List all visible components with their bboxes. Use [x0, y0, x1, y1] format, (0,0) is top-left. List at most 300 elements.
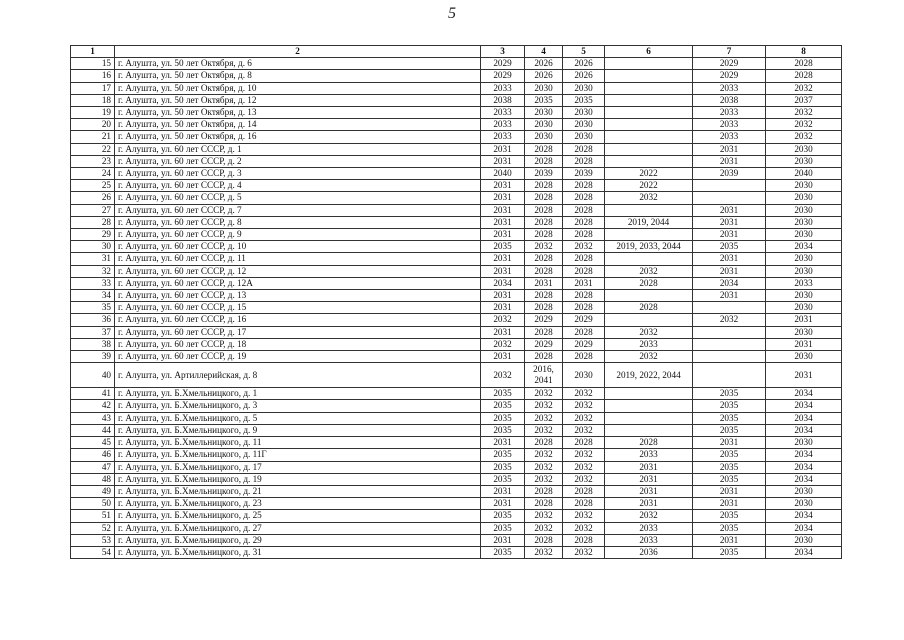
- col7-cell: [693, 363, 766, 388]
- col8-cell: 2034: [766, 400, 842, 412]
- header-cell: 5: [563, 46, 605, 58]
- table-row: [71, 204, 842, 216]
- col7-cell: 2035: [693, 473, 766, 485]
- col7-cell: 2031: [693, 534, 766, 546]
- col7-cell: 2039: [693, 168, 766, 180]
- col6-cell: 2033: [605, 338, 693, 350]
- header-cell: 6: [605, 46, 693, 58]
- table-row: [71, 155, 842, 167]
- col4-cell: 2029: [525, 314, 563, 326]
- address-cell: г. Алушта, ул. 60 лет СССР, д. 11: [115, 253, 481, 265]
- col4-cell: 2032: [525, 546, 563, 558]
- row-number-cell: 27: [71, 204, 115, 216]
- col6-cell: [605, 143, 693, 155]
- col5-cell: 2028: [563, 180, 605, 192]
- col5-cell: 2030: [563, 119, 605, 131]
- col8-cell: 2030: [766, 351, 842, 363]
- col3-cell: 2035: [481, 412, 525, 424]
- col7-cell: 2029: [693, 58, 766, 70]
- col3-cell: 2035: [481, 241, 525, 253]
- row-number-cell: 28: [71, 216, 115, 228]
- col3-cell: 2031: [481, 253, 525, 265]
- col7-cell: 2033: [693, 82, 766, 94]
- row-number-cell: 34: [71, 290, 115, 302]
- col5-cell: 2028: [563, 290, 605, 302]
- col8-cell: 2032: [766, 107, 842, 119]
- row-number-cell: 48: [71, 473, 115, 485]
- row-number-cell: 31: [71, 253, 115, 265]
- header-cell: 1: [71, 46, 115, 58]
- col6-cell: [605, 155, 693, 167]
- row-number-cell: 42: [71, 400, 115, 412]
- col5-cell: 2028: [563, 265, 605, 277]
- address-cell: г. Алушта, ул. Б.Хмельницкого, д. 5: [115, 412, 481, 424]
- address-cell: г. Алушта, ул. Б.Хмельницкого, д. 27: [115, 522, 481, 534]
- col6-cell: 2032: [605, 510, 693, 522]
- col7-cell: 2029: [693, 70, 766, 82]
- col3-cell: 2033: [481, 119, 525, 131]
- col5-cell: 2029: [563, 338, 605, 350]
- col5-cell: 2032: [563, 400, 605, 412]
- col8-cell: 2030: [766, 534, 842, 546]
- col4-cell: 2032: [525, 400, 563, 412]
- col6-cell: [605, 388, 693, 400]
- col3-cell: 2031: [481, 229, 525, 241]
- table-row: [71, 82, 842, 94]
- col8-cell: 2032: [766, 119, 842, 131]
- col4-cell: 2030: [525, 131, 563, 143]
- col3-cell: 2029: [481, 70, 525, 82]
- table-row: [71, 58, 842, 70]
- col5-cell: 2032: [563, 449, 605, 461]
- table-row: [71, 424, 842, 436]
- row-number-cell: 26: [71, 192, 115, 204]
- col7-cell: 2035: [693, 461, 766, 473]
- col3-cell: 2031: [481, 204, 525, 216]
- col8-cell: 2030: [766, 437, 842, 449]
- row-number-cell: 39: [71, 351, 115, 363]
- col6-cell: [605, 400, 693, 412]
- col8-cell: 2032: [766, 131, 842, 143]
- col8-cell: 2034: [766, 424, 842, 436]
- row-number-cell: 54: [71, 546, 115, 558]
- col7-cell: 2032: [693, 314, 766, 326]
- col8-cell: 2034: [766, 546, 842, 558]
- col8-cell: 2030: [766, 180, 842, 192]
- col3-cell: 2031: [481, 437, 525, 449]
- col3-cell: 2031: [481, 534, 525, 546]
- col3-cell: 2031: [481, 192, 525, 204]
- col3-cell: 2031: [481, 498, 525, 510]
- col4-cell: 2028: [525, 351, 563, 363]
- col8-cell: 2030: [766, 192, 842, 204]
- header-cell: 2: [115, 46, 481, 58]
- row-number-cell: 17: [71, 82, 115, 94]
- col5-cell: 2030: [563, 82, 605, 94]
- col4-cell: 2039: [525, 168, 563, 180]
- col7-cell: 2033: [693, 107, 766, 119]
- col4-cell: 2032: [525, 449, 563, 461]
- col7-cell: 2031: [693, 485, 766, 497]
- col5-cell: 2028: [563, 143, 605, 155]
- col6-cell: 2031: [605, 485, 693, 497]
- header-cell: 8: [766, 46, 842, 58]
- table-row: [71, 277, 842, 289]
- col3-cell: 2031: [481, 143, 525, 155]
- col7-cell: 2031: [693, 437, 766, 449]
- col6-cell: 2032: [605, 265, 693, 277]
- col4-cell: 2029: [525, 338, 563, 350]
- table-row: [71, 498, 842, 510]
- col3-cell: 2040: [481, 168, 525, 180]
- col7-cell: [693, 192, 766, 204]
- col4-cell: 2028: [525, 192, 563, 204]
- table-row: [71, 107, 842, 119]
- col3-cell: 2032: [481, 314, 525, 326]
- table-row: [71, 485, 842, 497]
- col8-cell: 2030: [766, 302, 842, 314]
- col4-cell: 2028: [525, 229, 563, 241]
- address-cell: г. Алушта, ул. Артиллерийская, д. 8: [115, 363, 481, 388]
- row-number-cell: 49: [71, 485, 115, 497]
- row-number-cell: 16: [71, 70, 115, 82]
- col8-cell: 2034: [766, 473, 842, 485]
- address-cell: г. Алушта, ул. 50 лет Октября, д. 14: [115, 119, 481, 131]
- address-cell: г. Алушта, ул. Б.Хмельницкого, д. 17: [115, 461, 481, 473]
- row-number-cell: 37: [71, 326, 115, 338]
- col4-cell: 2028: [525, 485, 563, 497]
- col3-cell: 2033: [481, 82, 525, 94]
- address-cell: г. Алушта, ул. 50 лет Октября, д. 16: [115, 131, 481, 143]
- col4-cell: 2028: [525, 290, 563, 302]
- table-row: [71, 461, 842, 473]
- col3-cell: 2031: [481, 155, 525, 167]
- row-number-cell: 52: [71, 522, 115, 534]
- col3-cell: 2035: [481, 510, 525, 522]
- col5-cell: 2028: [563, 253, 605, 265]
- col4-cell: 2031: [525, 277, 563, 289]
- col6-cell: 2028: [605, 437, 693, 449]
- row-number-cell: 47: [71, 461, 115, 473]
- col5-cell: 2030: [563, 363, 605, 388]
- schedule-table: [70, 45, 842, 559]
- col3-cell: 2031: [481, 180, 525, 192]
- col5-cell: 2028: [563, 204, 605, 216]
- col3-cell: 2031: [481, 351, 525, 363]
- col3-cell: 2035: [481, 546, 525, 558]
- row-number-cell: 53: [71, 534, 115, 546]
- col8-cell: 2033: [766, 277, 842, 289]
- col3-cell: 2038: [481, 94, 525, 106]
- address-cell: г. Алушта, ул. Б.Хмельницкого, д. 25: [115, 510, 481, 522]
- table-row: [71, 168, 842, 180]
- col5-cell: 2026: [563, 58, 605, 70]
- address-cell: г. Алушта, ул. 60 лет СССР, д. 4: [115, 180, 481, 192]
- col8-cell: 2030: [766, 326, 842, 338]
- col8-cell: 2031: [766, 363, 842, 388]
- address-cell: г. Алушта, ул. Б.Хмельницкого, д. 11: [115, 437, 481, 449]
- table-row: [71, 241, 842, 253]
- table-row: [71, 192, 842, 204]
- col7-cell: [693, 180, 766, 192]
- col5-cell: 2032: [563, 522, 605, 534]
- col5-cell: 2030: [563, 131, 605, 143]
- col4-cell: 2032: [525, 388, 563, 400]
- col6-cell: [605, 412, 693, 424]
- col6-cell: [605, 131, 693, 143]
- col6-cell: 2032: [605, 351, 693, 363]
- col3-cell: 2031: [481, 326, 525, 338]
- col7-cell: 2035: [693, 424, 766, 436]
- header-cell: 3: [481, 46, 525, 58]
- row-number-cell: 45: [71, 437, 115, 449]
- col8-cell: 2034: [766, 241, 842, 253]
- table-row: [71, 338, 842, 350]
- col3-cell: 2031: [481, 216, 525, 228]
- table-row: [71, 216, 842, 228]
- table-row: [71, 70, 842, 82]
- col7-cell: 2031: [693, 155, 766, 167]
- col6-cell: [605, 107, 693, 119]
- col8-cell: 2034: [766, 449, 842, 461]
- col8-cell: 2030: [766, 265, 842, 277]
- col5-cell: 2031: [563, 277, 605, 289]
- col5-cell: 2026: [563, 70, 605, 82]
- col7-cell: 2031: [693, 143, 766, 155]
- col4-cell: 2030: [525, 107, 563, 119]
- col6-cell: [605, 424, 693, 436]
- row-number-cell: 25: [71, 180, 115, 192]
- col3-cell: 2031: [481, 290, 525, 302]
- col6-cell: 2031: [605, 498, 693, 510]
- table-row: [71, 412, 842, 424]
- row-number-cell: 21: [71, 131, 115, 143]
- row-number-cell: 33: [71, 277, 115, 289]
- address-cell: г. Алушта, ул. 60 лет СССР, д. 5: [115, 192, 481, 204]
- col6-cell: 2033: [605, 449, 693, 461]
- table-row: [71, 400, 842, 412]
- col5-cell: 2032: [563, 388, 605, 400]
- col4-cell: 2016, 2041: [525, 363, 563, 388]
- table-row: [71, 546, 842, 558]
- table-row: [71, 253, 842, 265]
- col8-cell: 2028: [766, 58, 842, 70]
- col6-cell: [605, 82, 693, 94]
- col7-cell: [693, 338, 766, 350]
- col3-cell: 2035: [481, 449, 525, 461]
- address-cell: г. Алушта, ул. Б.Хмельницкого, д. 29: [115, 534, 481, 546]
- col5-cell: 2032: [563, 412, 605, 424]
- col8-cell: 2032: [766, 82, 842, 94]
- col5-cell: 2032: [563, 241, 605, 253]
- col6-cell: 2028: [605, 302, 693, 314]
- col6-cell: [605, 70, 693, 82]
- row-number-cell: 20: [71, 119, 115, 131]
- col5-cell: 2035: [563, 94, 605, 106]
- col6-cell: 2033: [605, 522, 693, 534]
- col4-cell: 2028: [525, 498, 563, 510]
- table-row: [71, 290, 842, 302]
- table-row: [71, 510, 842, 522]
- col3-cell: 2035: [481, 473, 525, 485]
- col6-cell: [605, 58, 693, 70]
- row-number-cell: 41: [71, 388, 115, 400]
- col8-cell: 2031: [766, 314, 842, 326]
- col7-cell: 2031: [693, 290, 766, 302]
- col8-cell: 2030: [766, 290, 842, 302]
- col5-cell: 2028: [563, 302, 605, 314]
- address-cell: г. Алушта, ул. 60 лет СССР, д. 12А: [115, 277, 481, 289]
- col4-cell: 2028: [525, 180, 563, 192]
- address-cell: г. Алушта, ул. Б.Хмельницкого, д. 9: [115, 424, 481, 436]
- address-cell: г. Алушта, ул. 60 лет СССР, д. 13: [115, 290, 481, 302]
- row-number-cell: 22: [71, 143, 115, 155]
- col7-cell: 2033: [693, 119, 766, 131]
- table-row: [71, 351, 842, 363]
- col6-cell: 2032: [605, 326, 693, 338]
- address-cell: г. Алушта, ул. 60 лет СССР, д. 15: [115, 302, 481, 314]
- col8-cell: 2034: [766, 510, 842, 522]
- row-number-cell: 35: [71, 302, 115, 314]
- col5-cell: 2030: [563, 107, 605, 119]
- address-cell: г. Алушта, ул. 60 лет СССР, д. 10: [115, 241, 481, 253]
- row-number-cell: 36: [71, 314, 115, 326]
- col5-cell: 2032: [563, 473, 605, 485]
- col5-cell: 2028: [563, 216, 605, 228]
- col4-cell: 2028: [525, 265, 563, 277]
- col6-cell: [605, 229, 693, 241]
- col6-cell: 2031: [605, 461, 693, 473]
- address-cell: г. Алушта, ул. 50 лет Октября, д. 12: [115, 94, 481, 106]
- col7-cell: [693, 351, 766, 363]
- address-cell: г. Алушта, ул. 60 лет СССР, д. 2: [115, 155, 481, 167]
- col7-cell: 2031: [693, 204, 766, 216]
- table-row: [71, 229, 842, 241]
- col4-cell: 2026: [525, 58, 563, 70]
- table-body: [71, 58, 842, 559]
- row-number-cell: 15: [71, 58, 115, 70]
- col3-cell: 2029: [481, 58, 525, 70]
- col4-cell: 2032: [525, 461, 563, 473]
- col5-cell: 2028: [563, 351, 605, 363]
- col4-cell: 2028: [525, 534, 563, 546]
- col6-cell: 2028: [605, 277, 693, 289]
- col4-cell: 2030: [525, 119, 563, 131]
- col8-cell: 2030: [766, 498, 842, 510]
- col7-cell: 2035: [693, 388, 766, 400]
- address-cell: г. Алушта, ул. 60 лет СССР, д. 3: [115, 168, 481, 180]
- table-row: [71, 314, 842, 326]
- col3-cell: 2035: [481, 400, 525, 412]
- col5-cell: 2032: [563, 510, 605, 522]
- col8-cell: 2034: [766, 412, 842, 424]
- col7-cell: 2035: [693, 241, 766, 253]
- col8-cell: 2034: [766, 461, 842, 473]
- col8-cell: 2040: [766, 168, 842, 180]
- col5-cell: 2039: [563, 168, 605, 180]
- table-row: [71, 302, 842, 314]
- col3-cell: 2035: [481, 388, 525, 400]
- row-number-cell: 30: [71, 241, 115, 253]
- table-row: [71, 363, 842, 388]
- col3-cell: 2032: [481, 338, 525, 350]
- address-cell: г. Алушта, ул. 60 лет СССР, д. 19: [115, 351, 481, 363]
- table-row: [71, 473, 842, 485]
- col8-cell: 2030: [766, 155, 842, 167]
- address-cell: г. Алушта, ул. 60 лет СССР, д. 16: [115, 314, 481, 326]
- table-row: [71, 94, 842, 106]
- address-cell: г. Алушта, ул. 60 лет СССР, д. 12: [115, 265, 481, 277]
- row-number-cell: 19: [71, 107, 115, 119]
- col8-cell: 2030: [766, 143, 842, 155]
- col5-cell: 2028: [563, 155, 605, 167]
- address-cell: г. Алушта, ул. 60 лет СССР, д. 7: [115, 204, 481, 216]
- table-row: [71, 449, 842, 461]
- table-header-row: [71, 46, 842, 58]
- col7-cell: [693, 326, 766, 338]
- address-cell: г. Алушта, ул. Б.Хмельницкого, д. 31: [115, 546, 481, 558]
- col8-cell: 2034: [766, 388, 842, 400]
- col6-cell: [605, 204, 693, 216]
- address-cell: г. Алушта, ул. Б.Хмельницкого, д. 23: [115, 498, 481, 510]
- address-cell: г. Алушта, ул. 50 лет Октября, д. 10: [115, 82, 481, 94]
- col4-cell: 2028: [525, 302, 563, 314]
- col7-cell: 2031: [693, 253, 766, 265]
- col4-cell: 2028: [525, 437, 563, 449]
- col3-cell: 2035: [481, 522, 525, 534]
- header-cell: 7: [693, 46, 766, 58]
- row-number-cell: 43: [71, 412, 115, 424]
- col8-cell: 2037: [766, 94, 842, 106]
- col6-cell: 2033: [605, 534, 693, 546]
- col7-cell: [693, 302, 766, 314]
- row-number-cell: 32: [71, 265, 115, 277]
- col5-cell: 2029: [563, 314, 605, 326]
- col6-cell: 2036: [605, 546, 693, 558]
- col8-cell: 2030: [766, 229, 842, 241]
- col4-cell: 2030: [525, 82, 563, 94]
- col3-cell: 2035: [481, 424, 525, 436]
- col6-cell: 2022: [605, 180, 693, 192]
- col7-cell: 2038: [693, 94, 766, 106]
- col5-cell: 2032: [563, 546, 605, 558]
- col6-cell: 2019, 2033, 2044: [605, 241, 693, 253]
- col4-cell: 2032: [525, 510, 563, 522]
- row-number-cell: 40: [71, 363, 115, 388]
- col3-cell: 2033: [481, 107, 525, 119]
- table-row: [71, 180, 842, 192]
- col3-cell: 2031: [481, 302, 525, 314]
- header-cell: 4: [525, 46, 563, 58]
- col5-cell: 2032: [563, 424, 605, 436]
- col7-cell: 2035: [693, 412, 766, 424]
- row-number-cell: 44: [71, 424, 115, 436]
- row-number-cell: 50: [71, 498, 115, 510]
- table-row: [71, 522, 842, 534]
- table-row: [71, 388, 842, 400]
- col3-cell: 2035: [481, 461, 525, 473]
- row-number-cell: 51: [71, 510, 115, 522]
- col7-cell: 2031: [693, 229, 766, 241]
- table-row: [71, 143, 842, 155]
- col6-cell: [605, 314, 693, 326]
- col4-cell: 2028: [525, 204, 563, 216]
- col4-cell: 2035: [525, 94, 563, 106]
- address-cell: г. Алушта, ул. Б.Хмельницкого, д. 3: [115, 400, 481, 412]
- col5-cell: 2028: [563, 437, 605, 449]
- col8-cell: 2034: [766, 522, 842, 534]
- col7-cell: 2034: [693, 277, 766, 289]
